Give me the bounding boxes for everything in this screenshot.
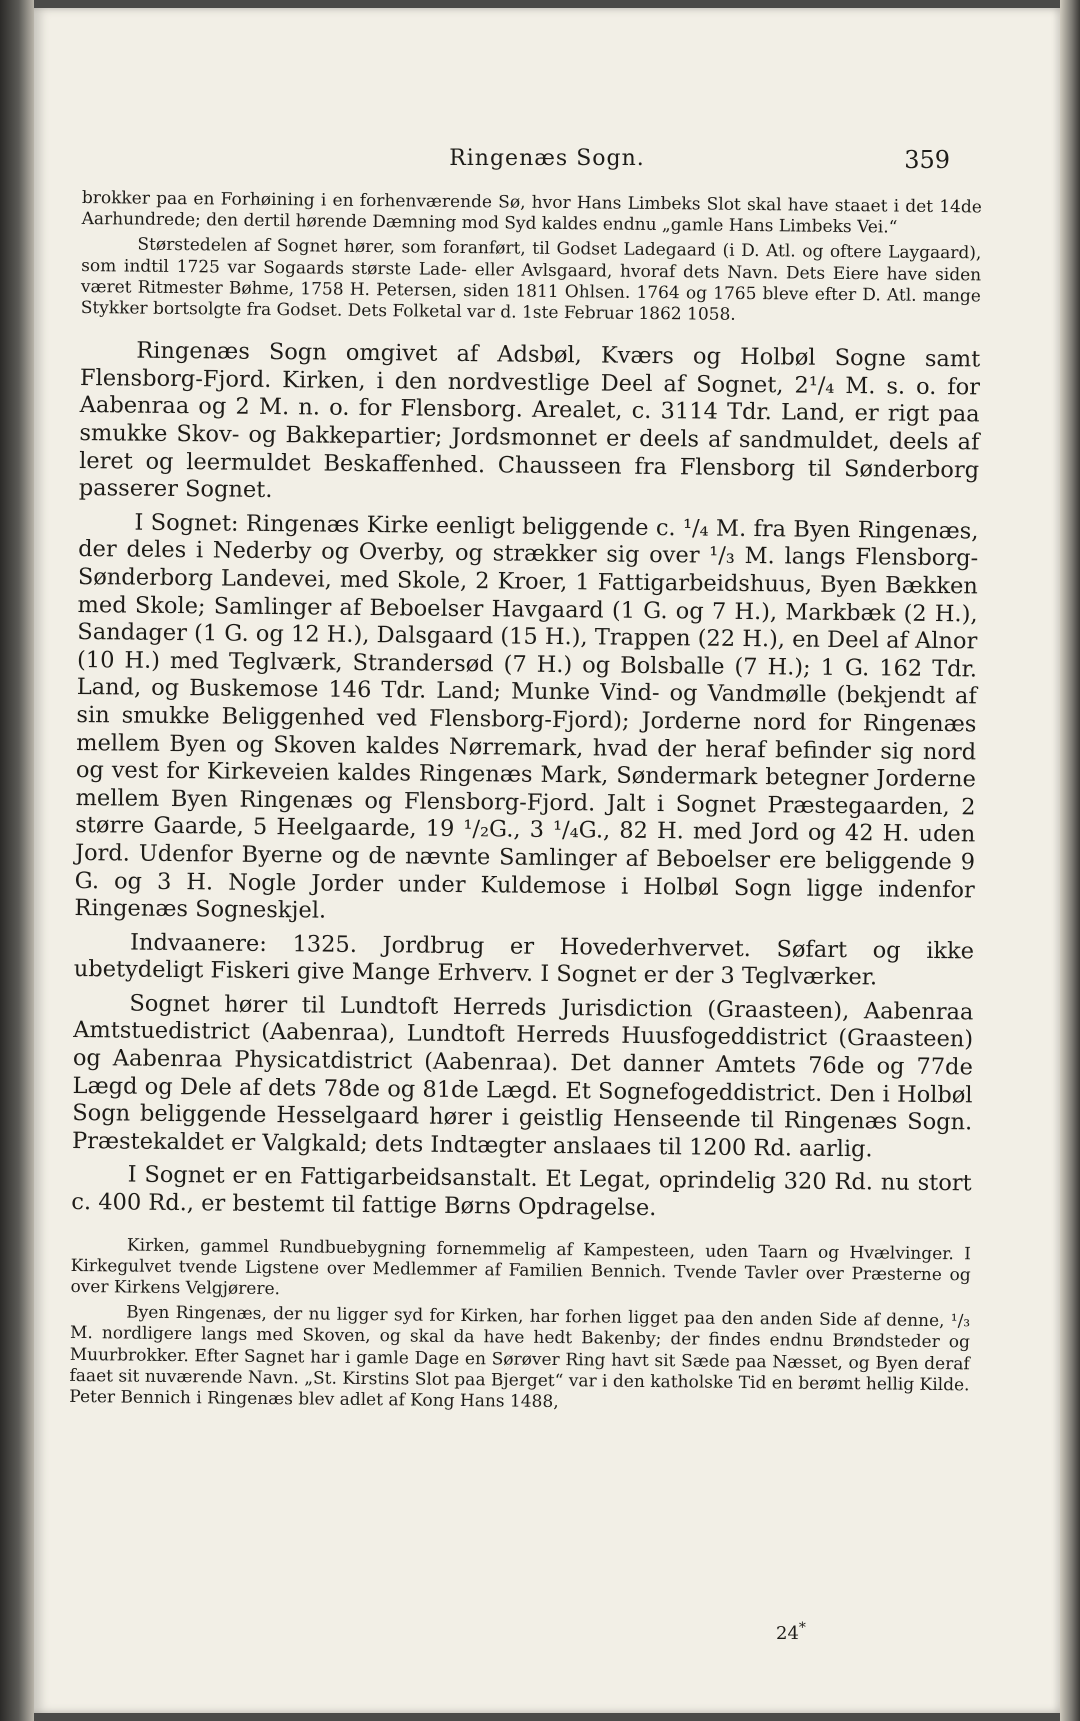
- signature-mark: [776, 1620, 806, 1644]
- paragraph-parish-settlements: I Sognet: Ringenæs Kirke eenligt beliggende c. ¹/₄ M. fra Byen Ringenæs, der deles i Nederby og Overby, og strækker sig over ¹/₃ M. langs Flensborg-Sønderborg Landevei, med Skole, 2 Kroer, 1 Fattigarbeidshuus, Byen Bækken med Skole; Samlinger af Beboelser Havgaard (1 G. og 7 H.), Markbæk (2 H.), Sandager (1 G. og 12 H.), Dalsgaard (15 H.), Trappen (22 H.), en Deel af Alnor (10 H.) med Teglværk, Strandersød (7 H.) og Bolsballe (7 H.); 1 G. 162 Tdr. Land, og Buskemose 146 Tdr. Land; Munke Vind- og Vandmølle (bekjendt af sin smukke Beliggenhed ved Flensborg-Fjord); Jorderne nord for Ringenæs mellem Byen og Skoven kaldes Nørremark, hvad der heraf befinder sig nord og vest for Kirkeveien kaldes Ringenæs Mark, Søndermark betegner Jorderne mellem Byen Ringenæs og Flensborg-Fjord. Jalt i Sognet Præstegaarden, 2 større Gaarde, 5 Heelgaarde, 19 ¹/₂G., 3 ¹/₄G., 82 H. med Jord og 42 H. uden Jord. Udenfor Byerne og de nævnte Samlinger af Beboelser ere beliggende 9 G. og 3 H. Nogle Jorder under Kuldemose i Holbøl Sogn ligge indenfor Ringenæs Sogneskjel.: [74, 509, 979, 924]
- running-head: [34, 146, 1060, 186]
- book-binding-right: [1060, 0, 1080, 1721]
- paragraph-parish-overview: Ringenæs Sogn omgivet af Adsbøl, Kværs og Holbøl Sogne samt Flensborg-Fjord. Kirken, i den nordvestlige Deel af Sognet, 2¹/₄ M. s. o. for Aabenraa og 2 M. n. o. for Flensborg. Arealet, c. 3114 Tdr. Land, er rigt paa smukke Skov- og Bakkepartier; Jordsmonnet er deels af sandmuldet, deels af leret og leermuldet Beskaffenhed. Chausseen fra Flensborg til Sønderborg passerer Sognet.: [78, 337, 981, 504]
- paragraph-inhabitants: Indvaanere: 1325. Jordbrug er Hovederhvervet. Søfart og ikke ubetydeligt Fiskeri give Mange Erhverv. I Sognet er der 3 Teglværker.: [73, 929, 975, 991]
- signature-star: *: [798, 1620, 806, 1636]
- page-number: 359: [904, 146, 950, 174]
- paragraph-ladegaard: Størstedelen af Sognet hører, som foranført, til Godset Ladegaard (i D. Atl. og oftere Laygaard), som indtil 1725 var Sogaards største Lade- eller Avlsgaard, hvoraf dets Navn. Dets Eiere have siden været Ritmester Bøhme, 1758 H. Petersen, siden 1811 Ohlsen. 1764 og 1765 bleve efter D. Atl. mange Stykker bortsolgte fra Godset. Dets Folketal var d. 1ste Februar 1862 1058.: [80, 234, 982, 325]
- paragraph-continuation: brokker paa en Forhøining i en forhenværende Sø, hvor Hans Limbeks Slot skal have staaet i det 14de Aarhundrede; den dertil hørende Dæmning mod Syd kaldes endnu „gamle Hans Limbeks Vei.“: [81, 188, 982, 238]
- signature-number: 24: [776, 1623, 799, 1644]
- note-church: Kirken, gammel Rundbuebygning fornemmelig af Kampesteen, uden Taarn og Hvælvinger. I Kirkegulvet tvende Ligstene over Medlemmer af Familien Bennich. Tvende Tavler over Præsterne og over Kirkens Velgjørere.: [70, 1235, 971, 1300]
- body-text: [69, 188, 982, 1418]
- note-village-history: Byen Ringenæs, der nu ligger syd for Kirken, har forhen ligget paa den anden Side af denne, ¹/₃ M. nordligere langs med Skoven, og skal da have hedt Bakenby; der findes endnu Brøndsteder og Muurbrokker. Efter Sagnet har i gamle Dage en Sørøver Ring havt sit Sæde paa Næsset, og Byen deraf faaet sit nuværende Navn. „St. Kirstins Slot paa Bjerget“ var i den katholske Tid en berømt hellig Kilde. Peter Bennich i Ringenæs blev adlet af Kong Hans 1488,: [69, 1302, 971, 1413]
- book-page: [34, 8, 1060, 1713]
- book-binding-left: [0, 0, 34, 1721]
- paragraph-legacy: I Sognet er en Fattigarbeidsanstalt. Et Legat, oprindelig 320 Rd. nu stort c. 400 Rd., er bestemt til fattige Børns Opdragelse.: [71, 1161, 972, 1222]
- paragraph-jurisdiction: Sognet hører til Lundtoft Herreds Jurisdiction (Graasteen), Aabenraa Amtstuedistrict (Aabenraa), Lundtoft Herreds Huusfogeddistrict (Graasteen) og Aabenraa Physicatdistrict (Aabenraa). Det danner Amtets 76de og 77de Lægd og Dele af dets 78de og 81de Lægd. Et Sognefogeddistrict. Den i Holbøl Sogn beliggende Hesselgaard hører i geistlig Henseende til Ringenæs Sogn. Præstekaldet er Valgkald; dets Indtægter anslaaes til 1200 Rd. aarlig.: [71, 990, 974, 1163]
- page-title: Ringenæs Sogn.: [449, 146, 645, 171]
